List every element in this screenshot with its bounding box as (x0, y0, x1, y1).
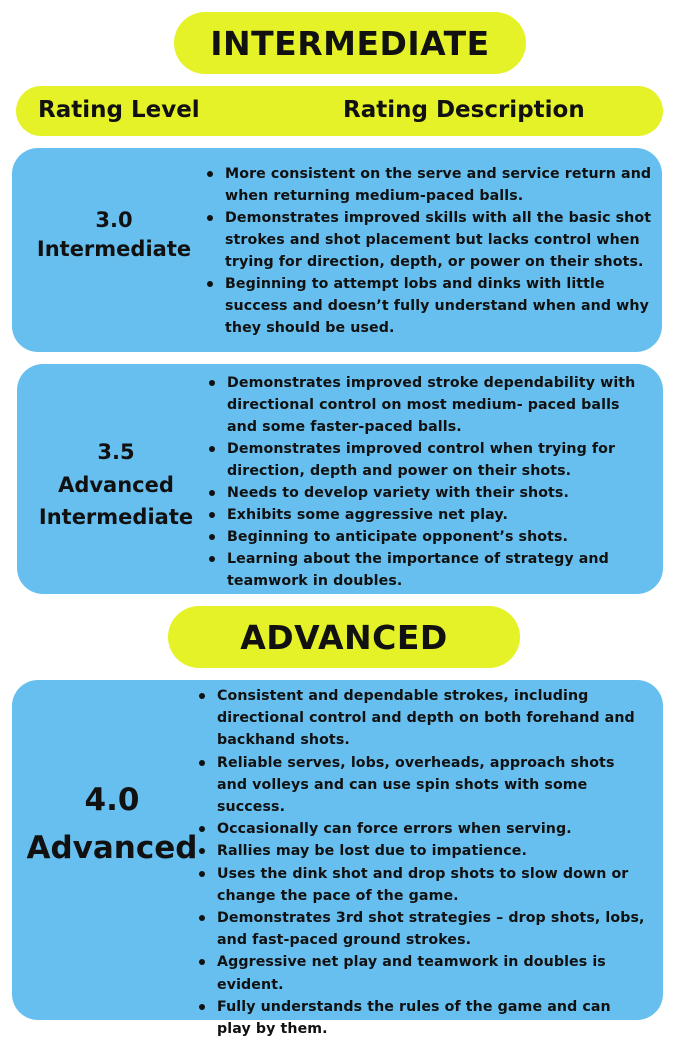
rating-name-line: Advanced (26, 830, 198, 867)
description-bullet: Beginning to attempt lobs and dinks with little success and doesn’t fully understand when and why they should be used. (207, 273, 653, 339)
description-bullet: Learning about the importance of strategy and teamwork in doubles. (209, 548, 649, 592)
rating-name-line: Intermediate (36, 236, 192, 261)
description-bullet: Aggressive net play and teamwork in doubles is evident. (199, 951, 645, 995)
rating-number: 4.0 (84, 782, 140, 818)
rating-card-3-0 (12, 148, 662, 352)
description-bullet: Beginning to anticipate opponent’s shots. (209, 526, 649, 548)
rating-level-header: Rating Level (38, 97, 200, 123)
rating-name-line: Advanced (58, 472, 174, 497)
rating-description-list (209, 372, 649, 592)
rating-card-3-5 (17, 364, 663, 594)
rating-description-list (199, 685, 645, 1040)
rating-description-header: Rating Description (343, 97, 585, 123)
description-bullet: Reliable serves, lobs, overheads, approach shots and volleys and can use spin shots with some success. (199, 752, 645, 819)
description-bullet: More consistent on the serve and service return and when returning medium-paced balls. (207, 163, 653, 207)
rating-number: 3.5 (97, 440, 135, 464)
description-bullet: Demonstrates improved stroke dependability with directional control on most medium- paced balls and some faster-paced balls. (209, 372, 649, 438)
description-bullet: Exhibits some aggressive net play. (209, 504, 649, 526)
advanced-section-title (168, 606, 520, 668)
intermediate-title-text: INTERMEDIATE (210, 23, 490, 63)
table-header (16, 86, 663, 136)
description-bullet: Occasionally can force errors when serving. (199, 818, 645, 840)
rating-level-label (30, 436, 202, 534)
description-bullet: Needs to develop variety with their shots. (209, 482, 649, 504)
description-bullet: Rallies may be lost due to impatience. (199, 840, 645, 862)
description-bullet: Demonstrates 3rd shot strategies – drop shots, lobs, and fast-paced ground strokes. (199, 907, 645, 951)
description-bullet: Uses the dink shot and drop shots to slow down or change the pace of the game. (199, 863, 645, 907)
rating-card-4-0 (12, 680, 663, 1038)
advanced-title-text: ADVANCED (240, 617, 448, 657)
rating-name-line: Intermediate (38, 505, 194, 530)
description-bullet: Demonstrates improved control when trying for direction, depth and power on their shots. (209, 438, 649, 482)
rating-level-label (22, 776, 202, 872)
rating-description-list (207, 163, 653, 339)
description-bullet: Consistent and dependable strokes, including directional control and depth on both forehand and backhand shots. (199, 685, 645, 752)
description-bullet: Demonstrates improved skills with all the basic shot strokes and shot placement but lacks control when trying for direction, depth, or power on their shots. (207, 207, 653, 273)
rating-level-label (30, 206, 198, 264)
description-bullet: Fully understands the rules of the game and can play by them. (199, 996, 645, 1040)
rating-number: 3.0 (95, 208, 133, 232)
intermediate-section-title (174, 12, 526, 74)
